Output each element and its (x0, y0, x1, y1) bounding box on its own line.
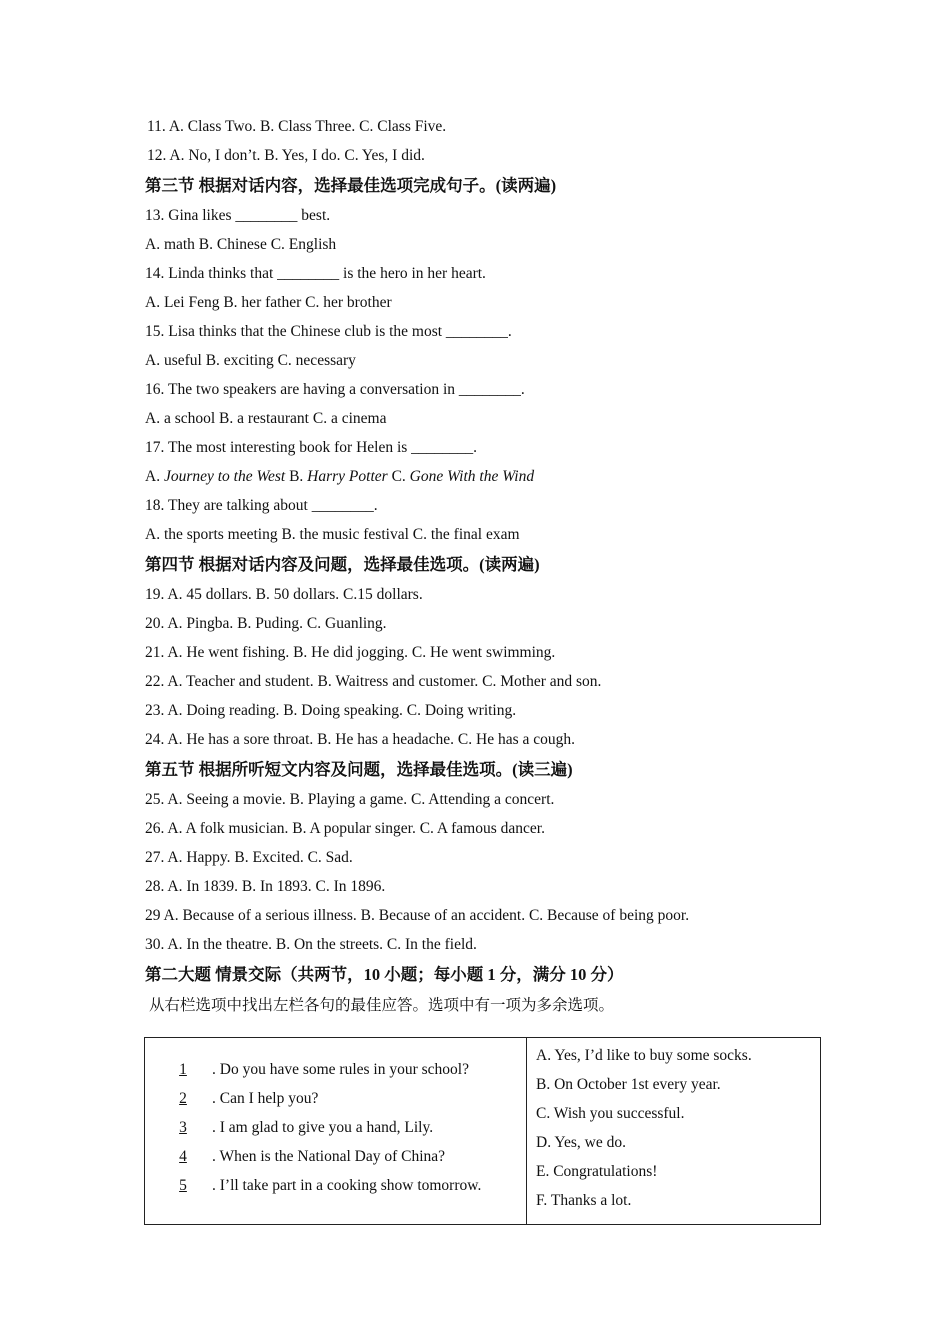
question-24: 24. A. He has a sore throat. B. He has a headache. C. He has a cough. (145, 731, 575, 748)
question-12: 12. A. No, I don’t. B. Yes, I do. C. Yes, I did. (147, 147, 425, 164)
matching-question-text: . I’ll take part in a cooking show tomorrow. (212, 1177, 482, 1194)
matching-option-f: F. Thanks a lot. (536, 1192, 632, 1209)
question-11: 11. A. Class Two. B. Class Three. C. Class Five. (147, 118, 447, 135)
option-a-label: A. (145, 468, 164, 485)
answer-blank-2[interactable]: 2 (179, 1090, 187, 1107)
section-4-heading: 第四节 根据对话内容及问题，选择最佳选项。(读两遍) (145, 555, 540, 574)
matching-options-column (527, 1038, 821, 1225)
part-2-instruction: 从右栏选项中找出左栏各句的最佳应答。选项中有一项为多余选项。 (149, 997, 615, 1014)
matching-option-a: A. Yes, I’d like to buy some socks. (536, 1047, 752, 1064)
matching-question (145, 1142, 526, 1171)
matching-question (145, 1055, 526, 1084)
question-22: 22. A. Teacher and student. B. Waitress and customer. C. Mother and son. (145, 673, 602, 690)
section-5-heading: 第五节 根据所听短文内容及问题，选择最佳选项。(读三遍) (145, 760, 573, 779)
options-14: A. Lei Feng B. her father C. her brother (145, 294, 392, 311)
question-17: 17. The most interesting book for Helen is ________. (145, 439, 478, 456)
section-3-heading: 第三节 根据对话内容，选择最佳选项完成句子。(读两遍) (145, 176, 557, 195)
options-16: A. a school B. a restaurant C. a cinema (145, 410, 387, 427)
answer-blank-1[interactable]: 1 (179, 1061, 187, 1078)
matching-table (144, 1037, 821, 1225)
matching-questions-column (145, 1038, 527, 1225)
answer-blank-4[interactable]: 4 (179, 1148, 187, 1165)
option-a-title: Journey to the West (163, 468, 286, 485)
question-27: 27. A. Happy. B. Excited. C. Sad. (145, 849, 353, 866)
options-18: A. the sports meeting B. the music festival C. the final exam (145, 526, 520, 543)
matching-question (145, 1113, 526, 1142)
matching-question-text: . I am glad to give you a hand, Lily. (212, 1119, 434, 1136)
question-20: 20. A. Pingba. B. Puding. C. Guanling. (145, 615, 387, 632)
question-25: 25. A. Seeing a movie. B. Playing a game. C. Attending a concert. (145, 791, 555, 808)
option-c-label: C. (387, 468, 410, 485)
question-19: 19. A. 45 dollars. B. 50 dollars. C.15 dollars. (145, 586, 423, 603)
option-b-label: B. (285, 468, 308, 485)
question-26: 26. A. A folk musician. B. A popular singer. C. A famous dancer. (145, 820, 545, 837)
answer-blank-3[interactable]: 3 (179, 1119, 187, 1136)
matching-question-text: . Can I help you? (212, 1090, 319, 1107)
question-21: 21. A. He went fishing. B. He did jogging. C. He went swimming. (145, 644, 556, 661)
matching-question-text: . When is the National Day of China? (212, 1148, 446, 1165)
question-18: 18. They are talking about ________. (145, 497, 378, 514)
options-15: A. useful B. exciting C. necessary (145, 352, 356, 369)
question-list (145, 112, 825, 1021)
question-28: 28. A. In 1839. B. In 1893. C. In 1896. (145, 878, 386, 895)
question-14: 14. Linda thinks that ________ is the hero in her heart. (145, 265, 486, 282)
matching-question-text: . Do you have some rules in your school? (212, 1061, 469, 1078)
question-29: 29 A. Because of a serious illness. B. Because of an accident. C. Because of being poor. (145, 907, 690, 924)
question-15: 15. Lisa thinks that the Chinese club is the most ________. (145, 323, 512, 340)
question-30: 30. A. In the theatre. B. On the streets. C. In the field. (145, 936, 477, 953)
matching-question (145, 1171, 526, 1200)
answer-blank-5[interactable]: 5 (179, 1177, 187, 1194)
option-c-title: Gone With the Wind (409, 468, 535, 485)
matching-option-b: B. On October 1st every year. (536, 1076, 721, 1093)
question-13: 13. Gina likes ________ best. (145, 207, 331, 224)
options-13: A. math B. Chinese C. English (145, 236, 337, 253)
part-2-heading: 第二大题 情景交际（共两节，10 小题；每小题 1 分，满分 10 分） (145, 965, 624, 984)
options-17 (145, 462, 825, 491)
matching-option-d: D. Yes, we do. (536, 1134, 626, 1151)
question-16: 16. The two speakers are having a conversation in ________. (145, 381, 525, 398)
matching-option-c: C. Wish you successful. (536, 1105, 685, 1122)
option-b-title: Harry Potter (307, 468, 388, 485)
matching-option-e: E. Congratulations! (536, 1163, 658, 1180)
matching-question (145, 1084, 526, 1113)
question-23: 23. A. Doing reading. B. Doing speaking. C. Doing writing. (145, 702, 517, 719)
